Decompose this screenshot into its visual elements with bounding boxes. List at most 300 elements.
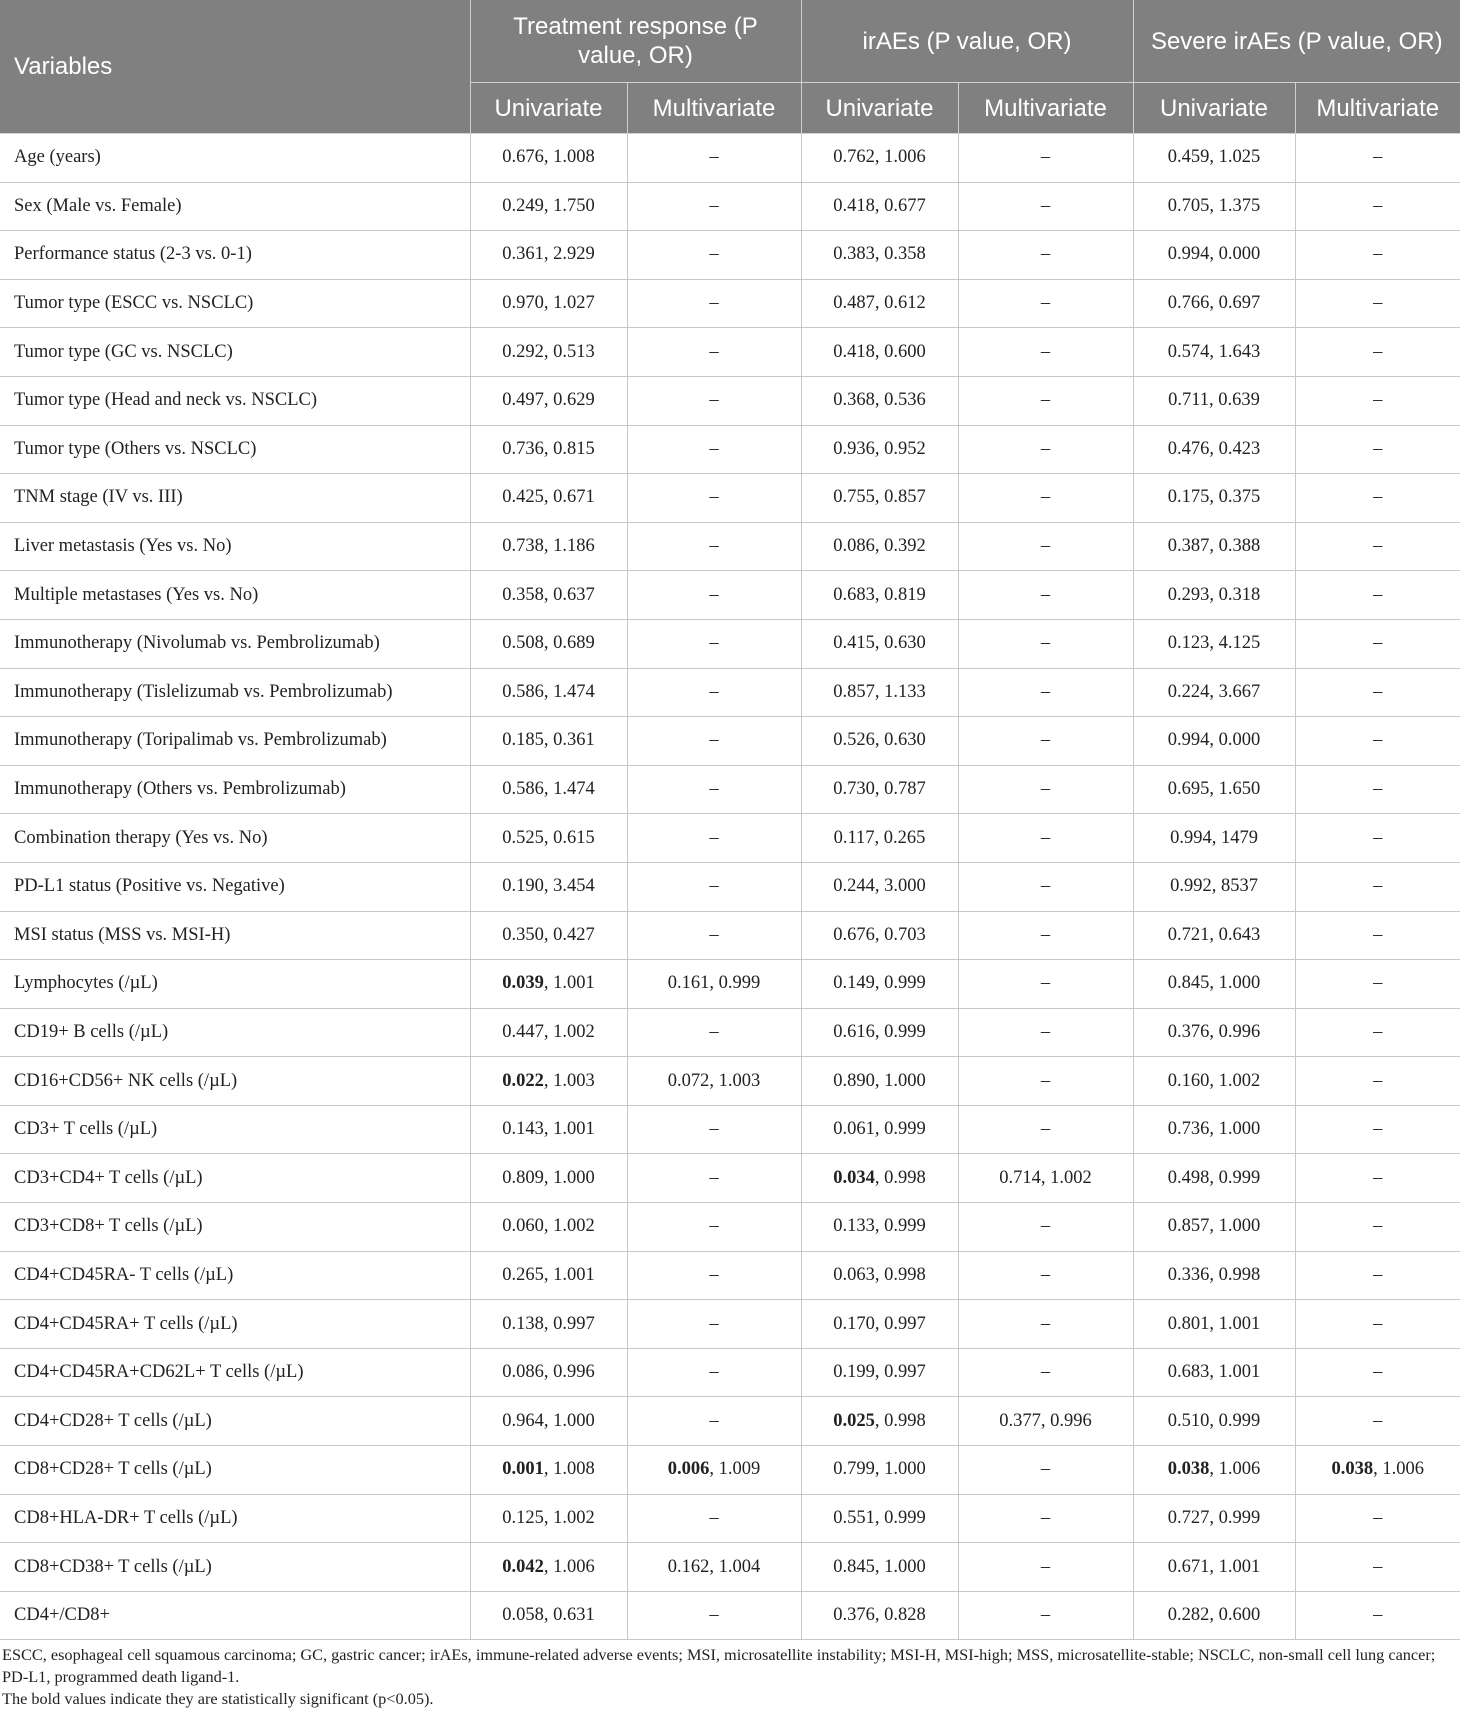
significant-p-value: 0.038 (1331, 1459, 1374, 1480)
value-cell (470, 862, 627, 911)
cell-value: 0.705, 1.375 (1167, 195, 1261, 216)
value-cell (1133, 279, 1295, 328)
cell-value: 0.857, 1.000 (1167, 1216, 1261, 1237)
table-row (0, 1300, 1460, 1349)
value-cell (627, 425, 801, 474)
variable-cell: Liver metastasis (Yes vs. No) (0, 522, 470, 571)
cell-value: – (709, 1119, 719, 1140)
cell-value: – (1040, 681, 1051, 702)
variable-cell: CD4+CD45RA- T cells (/µL) (0, 1251, 470, 1300)
cell-value: – (1373, 779, 1383, 800)
value-cell (470, 619, 627, 668)
value-cell (958, 619, 1133, 668)
cell-value: 0.447, 1.002 (502, 1021, 595, 1042)
value-cell (1295, 1348, 1460, 1397)
cell-value: 0.185, 0.361 (502, 730, 595, 751)
cell-value: 0.282, 0.600 (1167, 1605, 1261, 1626)
value-cell (627, 1348, 801, 1397)
cell-value: 0.418, 0.600 (833, 341, 926, 362)
value-cell (801, 1154, 958, 1203)
cell-value: – (1373, 1070, 1383, 1091)
cell-value: – (709, 779, 719, 800)
cell-value: 0.497, 0.629 (502, 390, 595, 411)
variable-cell: CD4+CD28+ T cells (/µL) (0, 1397, 470, 1446)
cell-value: 0.249, 1.750 (502, 195, 595, 216)
cell-value: 0.738, 1.186 (502, 536, 595, 557)
value-cell (958, 1105, 1133, 1154)
cell-value: , 1.006 (1373, 1459, 1425, 1480)
variables-column-header: Variables (0, 0, 470, 134)
value-cell (958, 522, 1133, 571)
cell-value: 0.551, 0.999 (833, 1507, 926, 1528)
cell-value: 0.425, 0.671 (502, 487, 595, 508)
value-cell (801, 425, 958, 474)
significant-p-value: 0.025 (833, 1410, 875, 1431)
univariate-header: Univariate (470, 83, 627, 134)
cell-value: 0.762, 1.006 (833, 147, 926, 168)
value-cell (470, 814, 627, 863)
value-cell (801, 668, 958, 717)
table-row (0, 425, 1460, 474)
table-row (0, 1543, 1460, 1592)
cell-value: – (1373, 195, 1383, 216)
value-cell (958, 231, 1133, 280)
cell-value: 0.676, 1.008 (502, 147, 595, 168)
value-cell (470, 960, 627, 1009)
cell-value: – (709, 293, 719, 314)
table-row (0, 1494, 1460, 1543)
value-cell (470, 376, 627, 425)
cell-value: – (1373, 633, 1383, 654)
value-cell (627, 1543, 801, 1592)
value-cell (470, 1397, 627, 1446)
cell-value: – (1040, 1264, 1051, 1285)
value-cell (801, 1591, 958, 1640)
table-row (0, 1348, 1460, 1397)
table-row (0, 134, 1460, 183)
cell-value: 0.368, 0.536 (833, 390, 926, 411)
variable-cell: Combination therapy (Yes vs. No) (0, 814, 470, 863)
value-cell (801, 1057, 958, 1106)
significant-p-value: 0.038 (1167, 1459, 1210, 1480)
cell-value: – (709, 195, 719, 216)
value-cell (958, 328, 1133, 377)
variable-cell: CD8+CD28+ T cells (/µL) (0, 1446, 470, 1495)
cell-value: – (709, 876, 719, 897)
cell-value: 0.350, 0.427 (502, 924, 595, 945)
value-cell (958, 911, 1133, 960)
value-cell (958, 765, 1133, 814)
value-cell (470, 1203, 627, 1252)
cell-value: – (1040, 924, 1051, 945)
value-cell (1133, 1105, 1295, 1154)
value-cell (958, 474, 1133, 523)
cell-value: 0.845, 1.000 (1167, 973, 1261, 994)
variable-cell: TNM stage (IV vs. III) (0, 474, 470, 523)
cell-value: – (1040, 147, 1051, 168)
cell-value: – (709, 244, 719, 265)
value-cell (1133, 1300, 1295, 1349)
value-cell (470, 1154, 627, 1203)
cell-value: – (1040, 584, 1051, 605)
value-cell (958, 1154, 1133, 1203)
table-body (0, 134, 1460, 1640)
table-row (0, 862, 1460, 911)
cell-value: 0.293, 0.318 (1167, 584, 1261, 605)
variable-cell: CD4+CD45RA+ T cells (/µL) (0, 1300, 470, 1349)
cell-value: – (1040, 1313, 1051, 1334)
cell-value: – (1040, 973, 1051, 994)
significant-p-value: 0.042 (502, 1556, 544, 1577)
cell-value: , 1.003 (543, 1070, 595, 1091)
cell-value: – (1373, 827, 1383, 848)
cell-value: 0.526, 0.630 (833, 730, 926, 751)
value-cell (958, 1203, 1133, 1252)
cell-value: 0.292, 0.513 (502, 341, 595, 362)
cell-value: – (1373, 1362, 1383, 1383)
cell-value: 0.498, 0.999 (1167, 1167, 1261, 1188)
value-cell (1133, 522, 1295, 571)
value-cell (1133, 1008, 1295, 1057)
table-row (0, 522, 1460, 571)
value-cell (1133, 1494, 1295, 1543)
value-cell (1133, 182, 1295, 231)
value-cell (1295, 279, 1460, 328)
cell-value: – (1040, 633, 1051, 654)
cell-value: – (709, 681, 719, 702)
value-cell (1133, 1591, 1295, 1640)
cell-value: – (1373, 924, 1383, 945)
value-cell (627, 328, 801, 377)
table-row (0, 1154, 1460, 1203)
value-cell (470, 425, 627, 474)
cell-value: 0.061, 0.999 (833, 1119, 926, 1140)
cell-value: – (709, 487, 719, 508)
cell-value: 0.063, 0.998 (833, 1264, 926, 1285)
cell-value: 0.170, 0.997 (833, 1313, 926, 1334)
variable-cell: CD4+/CD8+ (0, 1591, 470, 1640)
treatment-response-header (470, 0, 801, 83)
value-cell (1295, 960, 1460, 1009)
value-cell (1133, 717, 1295, 766)
value-cell (1295, 231, 1460, 280)
cell-value: – (709, 633, 719, 654)
variable-cell: CD3+ T cells (/µL) (0, 1105, 470, 1154)
cell-value: 0.415, 0.630 (833, 633, 926, 654)
value-cell (1295, 1591, 1460, 1640)
table-row (0, 571, 1460, 620)
table-row (0, 765, 1460, 814)
cell-value: 0.138, 0.997 (502, 1313, 595, 1334)
cell-value: 0.175, 0.375 (1167, 487, 1261, 508)
cell-value: – (1373, 1556, 1383, 1577)
cell-value: – (1040, 1119, 1051, 1140)
variable-cell: Sex (Male vs. Female) (0, 182, 470, 231)
value-cell (801, 1008, 958, 1057)
univariate-header: Univariate (801, 83, 958, 134)
value-cell (1295, 814, 1460, 863)
table-row (0, 717, 1460, 766)
value-cell (1133, 862, 1295, 911)
value-cell (958, 279, 1133, 328)
cell-value: – (1040, 536, 1051, 557)
cell-value: 0.970, 1.027 (502, 293, 595, 314)
value-cell (627, 1105, 801, 1154)
value-cell (627, 134, 801, 183)
value-cell (801, 376, 958, 425)
cell-value: – (1373, 1216, 1383, 1237)
cell-value: , 0.998 (874, 1410, 926, 1431)
cell-value: 0.376, 0.996 (1167, 1021, 1261, 1042)
variable-cell: Immunotherapy (Others vs. Pembrolizumab) (0, 765, 470, 814)
cell-value: 0.133, 0.999 (833, 1216, 926, 1237)
value-cell (627, 1446, 801, 1495)
value-cell (470, 668, 627, 717)
value-cell (470, 1300, 627, 1349)
cell-value: 0.994, 0.000 (1167, 244, 1261, 265)
severe-iraes-header: Severe irAEs (P value, OR) (1133, 0, 1460, 83)
value-cell (627, 474, 801, 523)
cell-value: – (709, 1021, 719, 1042)
value-cell (958, 1057, 1133, 1106)
cell-value: 0.799, 1.000 (833, 1459, 926, 1480)
cell-value: – (1373, 293, 1383, 314)
variable-cell: CD19+ B cells (/µL) (0, 1008, 470, 1057)
value-cell (1133, 1446, 1295, 1495)
value-cell (801, 1494, 958, 1543)
value-cell (1295, 862, 1460, 911)
cell-value: 0.683, 1.001 (1167, 1362, 1261, 1383)
cell-value: 0.510, 0.999 (1167, 1410, 1261, 1431)
value-cell (627, 182, 801, 231)
cell-value: 0.117, 0.265 (833, 827, 926, 848)
cell-value: – (709, 1264, 719, 1285)
cell-value: 0.060, 1.002 (502, 1216, 595, 1237)
cell-value: – (709, 827, 719, 848)
multivariate-header: Multivariate (1295, 83, 1460, 134)
value-cell (958, 814, 1133, 863)
cell-value: 0.125, 1.002 (502, 1507, 595, 1528)
value-cell (1133, 1397, 1295, 1446)
treatment-response-header-text: Treatment response (P value, OR) (513, 13, 758, 69)
cell-value: – (1040, 1605, 1051, 1626)
cell-value: 0.736, 1.000 (1167, 1119, 1261, 1140)
cell-value: 0.525, 0.615 (502, 827, 595, 848)
value-cell (627, 1008, 801, 1057)
cell-value: – (1373, 1264, 1383, 1285)
cell-value: – (1040, 293, 1051, 314)
cell-value: 0.387, 0.388 (1167, 536, 1261, 557)
cell-value: – (709, 1313, 719, 1334)
value-cell (1295, 328, 1460, 377)
cell-value: 0.336, 0.998 (1167, 1264, 1261, 1285)
cell-value: 0.994, 0.000 (1167, 730, 1261, 751)
cell-value: 0.459, 1.025 (1167, 147, 1261, 168)
cell-value: 0.721, 0.643 (1167, 924, 1261, 945)
value-cell (958, 960, 1133, 1009)
cell-value: – (709, 1507, 719, 1528)
significant-p-value: 0.034 (833, 1167, 875, 1188)
variable-cell: Performance status (2-3 vs. 0-1) (0, 231, 470, 280)
value-cell (1295, 1203, 1460, 1252)
value-cell (801, 1446, 958, 1495)
cell-value: – (1373, 1167, 1383, 1188)
cell-value: 0.755, 0.857 (833, 487, 926, 508)
cell-value: – (1373, 390, 1383, 411)
value-cell (470, 1591, 627, 1640)
value-cell (1295, 134, 1460, 183)
cell-value: – (1373, 1119, 1383, 1140)
cell-value: – (1373, 341, 1383, 362)
value-cell (1295, 1397, 1460, 1446)
value-cell (627, 717, 801, 766)
variable-cell: Tumor type (Head and neck vs. NSCLC) (0, 376, 470, 425)
cell-value: – (1040, 779, 1051, 800)
value-cell (1133, 328, 1295, 377)
value-cell (627, 814, 801, 863)
value-cell (1133, 425, 1295, 474)
cell-value: – (709, 536, 719, 557)
variable-cell: PD-L1 status (Positive vs. Negative) (0, 862, 470, 911)
cell-value: – (1373, 1605, 1383, 1626)
value-cell (958, 1446, 1133, 1495)
value-cell (1133, 668, 1295, 717)
value-cell (1133, 231, 1295, 280)
cell-value: 0.809, 1.000 (502, 1167, 595, 1188)
cell-value: 0.265, 1.001 (502, 1264, 595, 1285)
cell-value: 0.711, 0.639 (1168, 390, 1260, 411)
variable-cell: CD4+CD45RA+CD62L+ T cells (/µL) (0, 1348, 470, 1397)
variable-cell: Immunotherapy (Toripalimab vs. Pembrolizumab) (0, 717, 470, 766)
value-cell (1295, 1494, 1460, 1543)
cell-value: – (1373, 1507, 1383, 1528)
variable-cell: MSI status (MSS vs. MSI-H) (0, 911, 470, 960)
cell-value: 0.123, 4.125 (1167, 633, 1261, 654)
value-cell (627, 668, 801, 717)
value-cell (1295, 571, 1460, 620)
value-cell (958, 1348, 1133, 1397)
value-cell (470, 134, 627, 183)
value-cell (958, 1008, 1133, 1057)
value-cell (627, 1057, 801, 1106)
value-cell (470, 279, 627, 328)
value-cell (801, 1348, 958, 1397)
value-cell (801, 862, 958, 911)
table-row (0, 1105, 1460, 1154)
cell-value: – (709, 390, 719, 411)
value-cell (627, 619, 801, 668)
value-cell (958, 1494, 1133, 1543)
cell-value: 0.058, 0.631 (502, 1605, 595, 1626)
value-cell (1295, 668, 1460, 717)
cell-value: – (1373, 876, 1383, 897)
cell-value: – (1040, 1556, 1051, 1577)
significance-footnote: The bold values indicate they are statistically significant (p<0.05). (2, 1689, 434, 1709)
cell-value: – (1373, 438, 1383, 459)
cell-value: – (1373, 681, 1383, 702)
value-cell (1133, 376, 1295, 425)
value-cell (627, 1591, 801, 1640)
value-cell (470, 522, 627, 571)
value-cell (801, 182, 958, 231)
cell-value: 0.964, 1.000 (502, 1410, 595, 1431)
value-cell (801, 279, 958, 328)
cell-value: 0.695, 1.650 (1167, 779, 1261, 800)
cell-value: – (1040, 341, 1051, 362)
value-cell (1133, 1543, 1295, 1592)
value-cell (1295, 425, 1460, 474)
cell-value: 0.676, 0.703 (833, 924, 926, 945)
value-cell (470, 328, 627, 377)
value-cell (1133, 474, 1295, 523)
cell-value: – (1373, 973, 1383, 994)
value-cell (801, 1543, 958, 1592)
cell-value: – (1040, 876, 1051, 897)
value-cell (958, 134, 1133, 183)
cell-value: – (1373, 730, 1383, 751)
multivariate-header: Multivariate (627, 83, 801, 134)
cell-value: 0.383, 0.358 (833, 244, 926, 265)
cell-value: – (1040, 1362, 1051, 1383)
value-cell (958, 1300, 1133, 1349)
value-cell (627, 960, 801, 1009)
cell-value: – (709, 438, 719, 459)
value-cell (801, 1251, 958, 1300)
value-cell (1133, 1203, 1295, 1252)
value-cell (627, 1494, 801, 1543)
cell-value: – (709, 341, 719, 362)
value-cell (801, 1397, 958, 1446)
value-cell (470, 1105, 627, 1154)
cell-value: 0.224, 3.667 (1167, 681, 1261, 702)
cell-value: 0.160, 1.002 (1167, 1070, 1261, 1091)
cell-value: 0.244, 3.000 (833, 876, 926, 897)
cell-value: – (1373, 1313, 1383, 1334)
cell-value: – (709, 924, 719, 945)
cell-value: – (1040, 1507, 1051, 1528)
variable-cell: Tumor type (GC vs. NSCLC) (0, 328, 470, 377)
univariate-header: Univariate (1133, 83, 1295, 134)
value-cell (1295, 376, 1460, 425)
significant-p-value: 0.006 (667, 1459, 710, 1480)
cell-value: – (1040, 1216, 1051, 1237)
value-cell (1295, 1251, 1460, 1300)
value-cell (1295, 765, 1460, 814)
variable-cell: CD16+CD56+ NK cells (/µL) (0, 1057, 470, 1106)
cell-value: – (709, 1605, 719, 1626)
cell-value: – (709, 1362, 719, 1383)
value-cell (1295, 182, 1460, 231)
value-cell (627, 1251, 801, 1300)
value-cell (470, 1348, 627, 1397)
value-cell (958, 376, 1133, 425)
table-row (0, 279, 1460, 328)
value-cell (627, 522, 801, 571)
cell-value: , 1.009 (709, 1459, 761, 1480)
value-cell (801, 522, 958, 571)
value-cell (1295, 1446, 1460, 1495)
value-cell (958, 1397, 1133, 1446)
value-cell (958, 862, 1133, 911)
cell-value: – (1373, 1410, 1383, 1431)
table-row (0, 474, 1460, 523)
multivariate-header: Multivariate (958, 83, 1133, 134)
variable-cell: Tumor type (ESCC vs. NSCLC) (0, 279, 470, 328)
cell-value: – (709, 1410, 719, 1431)
cell-value: 0.616, 0.999 (833, 1021, 926, 1042)
value-cell (627, 231, 801, 280)
value-cell (1133, 134, 1295, 183)
